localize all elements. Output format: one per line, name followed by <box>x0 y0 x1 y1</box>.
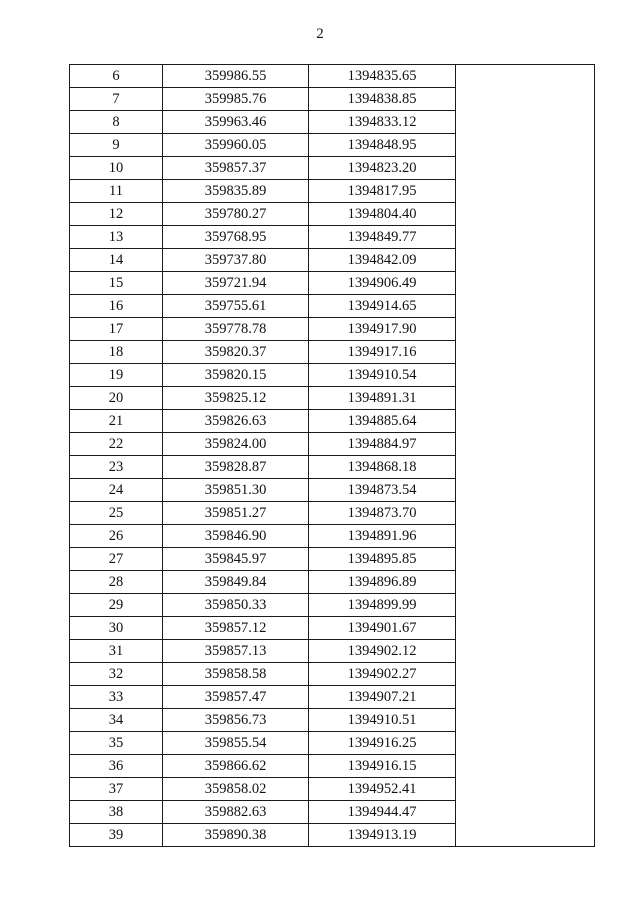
table-row <box>70 548 456 571</box>
y-coordinate-cell: 1394910.51 <box>309 709 456 732</box>
x-coordinate-cell: 359855.54 <box>163 732 309 755</box>
point-number-cell: 33 <box>70 686 163 709</box>
table-row <box>70 88 456 111</box>
y-coordinate-cell: 1394884.97 <box>309 433 456 456</box>
y-coordinate-cell: 1394907.21 <box>309 686 456 709</box>
y-coordinate-cell: 1394849.77 <box>309 226 456 249</box>
x-coordinate-cell: 359882.63 <box>163 801 309 824</box>
x-coordinate-cell: 359960.05 <box>163 134 309 157</box>
x-coordinate-cell: 359963.46 <box>163 111 309 134</box>
table-row <box>70 778 456 801</box>
y-coordinate-cell: 1394913.19 <box>309 824 456 847</box>
x-coordinate-cell: 359851.27 <box>163 502 309 525</box>
point-number-cell: 30 <box>70 617 163 640</box>
y-coordinate-cell: 1394896.89 <box>309 571 456 594</box>
table-row <box>70 686 456 709</box>
table-row <box>70 65 456 88</box>
point-number-cell: 22 <box>70 433 163 456</box>
y-coordinate-cell: 1394823.20 <box>309 157 456 180</box>
point-number-cell: 36 <box>70 755 163 778</box>
x-coordinate-cell: 359857.12 <box>163 617 309 640</box>
y-coordinate-cell: 1394899.99 <box>309 594 456 617</box>
table-row <box>70 111 456 134</box>
y-coordinate-cell: 1394902.12 <box>309 640 456 663</box>
x-coordinate-cell: 359820.37 <box>163 341 309 364</box>
point-number-cell: 18 <box>70 341 163 364</box>
x-coordinate-cell: 359826.63 <box>163 410 309 433</box>
table-row <box>70 364 456 387</box>
coordinates-table <box>69 64 456 847</box>
point-number-cell: 32 <box>70 663 163 686</box>
point-number-cell: 21 <box>70 410 163 433</box>
point-number-cell: 39 <box>70 824 163 847</box>
point-number-cell: 12 <box>70 203 163 226</box>
y-coordinate-cell: 1394891.96 <box>309 525 456 548</box>
table-row <box>70 663 456 686</box>
point-number-cell: 8 <box>70 111 163 134</box>
x-coordinate-cell: 359835.89 <box>163 180 309 203</box>
table-row <box>70 709 456 732</box>
table-row <box>70 203 456 226</box>
coordinates-table-body <box>70 65 456 847</box>
point-number-cell: 29 <box>70 594 163 617</box>
point-number-cell: 9 <box>70 134 163 157</box>
point-number-cell: 27 <box>70 548 163 571</box>
x-coordinate-cell: 359986.55 <box>163 65 309 88</box>
point-number-cell: 28 <box>70 571 163 594</box>
x-coordinate-cell: 359849.84 <box>163 571 309 594</box>
y-coordinate-cell: 1394804.40 <box>309 203 456 226</box>
x-coordinate-cell: 359737.80 <box>163 249 309 272</box>
x-coordinate-cell: 359858.58 <box>163 663 309 686</box>
y-coordinate-cell: 1394902.27 <box>309 663 456 686</box>
y-coordinate-cell: 1394917.90 <box>309 318 456 341</box>
point-number-cell: 16 <box>70 295 163 318</box>
y-coordinate-cell: 1394906.49 <box>309 272 456 295</box>
table-row <box>70 341 456 364</box>
coordinates-table-frame <box>69 64 595 847</box>
table-row <box>70 226 456 249</box>
point-number-cell: 15 <box>70 272 163 295</box>
x-coordinate-cell: 359857.47 <box>163 686 309 709</box>
point-number-cell: 10 <box>70 157 163 180</box>
x-coordinate-cell: 359820.15 <box>163 364 309 387</box>
x-coordinate-cell: 359780.27 <box>163 203 309 226</box>
table-row <box>70 410 456 433</box>
x-coordinate-cell: 359858.02 <box>163 778 309 801</box>
table-row <box>70 180 456 203</box>
point-number-cell: 37 <box>70 778 163 801</box>
y-coordinate-cell: 1394833.12 <box>309 111 456 134</box>
point-number-cell: 25 <box>70 502 163 525</box>
point-number-cell: 26 <box>70 525 163 548</box>
table-row <box>70 295 456 318</box>
y-coordinate-cell: 1394917.16 <box>309 341 456 364</box>
x-coordinate-cell: 359857.37 <box>163 157 309 180</box>
table-row <box>70 801 456 824</box>
table-row <box>70 525 456 548</box>
y-coordinate-cell: 1394842.09 <box>309 249 456 272</box>
y-coordinate-cell: 1394895.85 <box>309 548 456 571</box>
y-coordinate-cell: 1394944.47 <box>309 801 456 824</box>
table-row <box>70 732 456 755</box>
x-coordinate-cell: 359846.90 <box>163 525 309 548</box>
table-row <box>70 456 456 479</box>
y-coordinate-cell: 1394914.65 <box>309 295 456 318</box>
y-coordinate-cell: 1394901.67 <box>309 617 456 640</box>
table-row <box>70 479 456 502</box>
point-number-cell: 24 <box>70 479 163 502</box>
x-coordinate-cell: 359851.30 <box>163 479 309 502</box>
table-row <box>70 640 456 663</box>
y-coordinate-cell: 1394838.85 <box>309 88 456 111</box>
table-row <box>70 433 456 456</box>
x-coordinate-cell: 359985.76 <box>163 88 309 111</box>
table-row <box>70 617 456 640</box>
x-coordinate-cell: 359828.87 <box>163 456 309 479</box>
merged-description-cell <box>455 65 595 846</box>
point-number-cell: 35 <box>70 732 163 755</box>
y-coordinate-cell: 1394952.41 <box>309 778 456 801</box>
table-row <box>70 571 456 594</box>
table-row <box>70 387 456 410</box>
y-coordinate-cell: 1394916.25 <box>309 732 456 755</box>
y-coordinate-cell: 1394891.31 <box>309 387 456 410</box>
y-coordinate-cell: 1394817.95 <box>309 180 456 203</box>
page-number: 2 <box>316 26 324 42</box>
y-coordinate-cell: 1394910.54 <box>309 364 456 387</box>
x-coordinate-cell: 359721.94 <box>163 272 309 295</box>
point-number-cell: 20 <box>70 387 163 410</box>
point-number-cell: 6 <box>70 65 163 88</box>
x-coordinate-cell: 359845.97 <box>163 548 309 571</box>
x-coordinate-cell: 359825.12 <box>163 387 309 410</box>
point-number-cell: 17 <box>70 318 163 341</box>
point-number-cell: 38 <box>70 801 163 824</box>
table-row <box>70 249 456 272</box>
y-coordinate-cell: 1394848.95 <box>309 134 456 157</box>
x-coordinate-cell: 359857.13 <box>163 640 309 663</box>
table-row <box>70 755 456 778</box>
table-row <box>70 318 456 341</box>
table-row <box>70 594 456 617</box>
point-number-cell: 19 <box>70 364 163 387</box>
y-coordinate-cell: 1394873.70 <box>309 502 456 525</box>
x-coordinate-cell: 359824.00 <box>163 433 309 456</box>
x-coordinate-cell: 359890.38 <box>163 824 309 847</box>
table-row <box>70 134 456 157</box>
y-coordinate-cell: 1394916.15 <box>309 755 456 778</box>
table-row <box>70 824 456 847</box>
x-coordinate-cell: 359755.61 <box>163 295 309 318</box>
y-coordinate-cell: 1394873.54 <box>309 479 456 502</box>
point-number-cell: 11 <box>70 180 163 203</box>
x-coordinate-cell: 359850.33 <box>163 594 309 617</box>
point-number-cell: 7 <box>70 88 163 111</box>
x-coordinate-cell: 359856.73 <box>163 709 309 732</box>
table-row <box>70 272 456 295</box>
point-number-cell: 14 <box>70 249 163 272</box>
point-number-cell: 13 <box>70 226 163 249</box>
point-number-cell: 34 <box>70 709 163 732</box>
table-row <box>70 502 456 525</box>
x-coordinate-cell: 359866.62 <box>163 755 309 778</box>
point-number-cell: 31 <box>70 640 163 663</box>
x-coordinate-cell: 359778.78 <box>163 318 309 341</box>
point-number-cell: 23 <box>70 456 163 479</box>
x-coordinate-cell: 359768.95 <box>163 226 309 249</box>
y-coordinate-cell: 1394835.65 <box>309 65 456 88</box>
y-coordinate-cell: 1394885.64 <box>309 410 456 433</box>
table-row <box>70 157 456 180</box>
y-coordinate-cell: 1394868.18 <box>309 456 456 479</box>
